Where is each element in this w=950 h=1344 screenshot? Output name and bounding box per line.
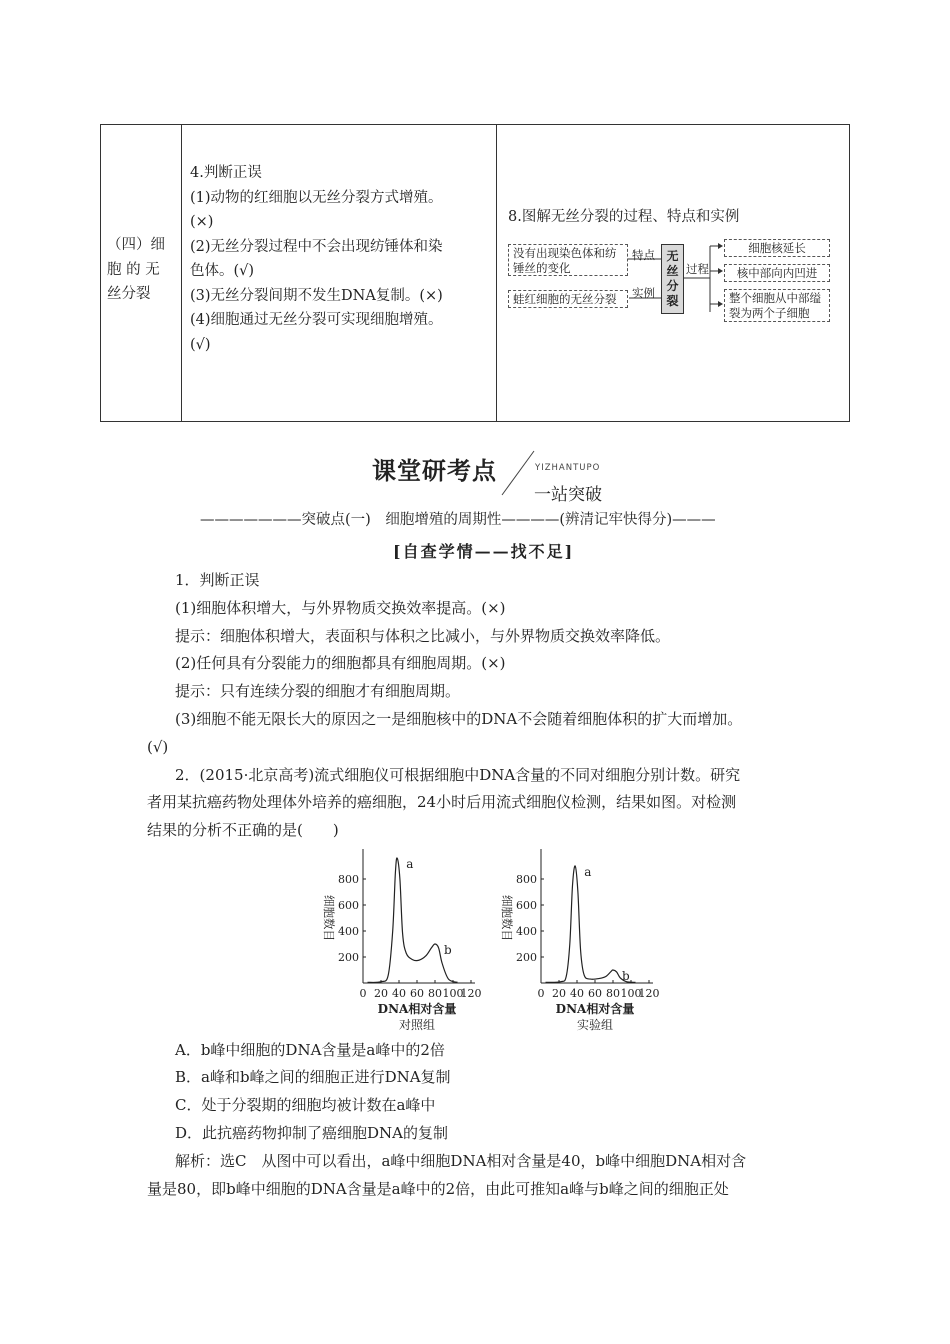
x-tick-label: 60 bbox=[410, 987, 424, 1000]
banner-subtitle: 一站突破 bbox=[534, 485, 602, 505]
list-item: 4.判断正误 bbox=[190, 165, 262, 181]
y-tick-label: 600 bbox=[516, 899, 537, 912]
y-axis-label: 细胞数目 bbox=[500, 895, 514, 941]
y-tick-label: 600 bbox=[338, 899, 359, 912]
feature-label: 特点 bbox=[632, 248, 655, 262]
step-box: 整个细胞从中部缢 裂为两个子细胞 bbox=[724, 289, 830, 322]
analysis-line: 量是80，即b峰中细胞的DNA含量是a峰中的2倍，由此可推知a峰与b峰之间的细胞正处 bbox=[147, 1180, 729, 1198]
list-item: (×) bbox=[190, 214, 214, 230]
analysis-line: 解析：选C 从图中可以看出，a峰中细胞DNA相对含量是40，b峰中细胞DNA相对含 bbox=[175, 1152, 747, 1170]
table-divider bbox=[181, 125, 182, 421]
option-d: D．此抗癌药物抑制了癌细胞DNA的复制 bbox=[175, 1124, 449, 1142]
x-tick-label: 0 bbox=[359, 987, 367, 1000]
option-c: C．处于分裂期的细胞均被计数在a峰中 bbox=[175, 1096, 436, 1114]
x-tick-label: 20 bbox=[374, 987, 388, 1000]
list-item: (4)细胞通过无丝分裂可实现细胞增殖。 bbox=[190, 312, 443, 328]
peak-label: a bbox=[406, 857, 414, 872]
chart-title: 实验组 bbox=[576, 1018, 614, 1032]
row-label: （四）细 胞 的 无 丝分裂 bbox=[107, 237, 165, 302]
x-tick-label: 40 bbox=[392, 987, 406, 1000]
q2-line: 结果的分析不正确的是( ) bbox=[147, 821, 339, 839]
example-label: 实例 bbox=[632, 286, 655, 300]
q1-line: 提示：细胞体积增大，表面积与体积之比减小，与外界物质交换效率降低。 bbox=[175, 627, 671, 645]
y-tick-label: 400 bbox=[338, 925, 359, 938]
table-divider bbox=[496, 125, 497, 421]
q1-line: (√) bbox=[147, 738, 169, 756]
process-label: 过程 bbox=[686, 262, 709, 276]
list-item: 色体。(√) bbox=[190, 263, 255, 279]
step-box: 核中部向内凹进 bbox=[724, 264, 830, 282]
series-line bbox=[368, 858, 458, 982]
y-tick-label: 200 bbox=[338, 951, 359, 964]
x-tick-label: 40 bbox=[570, 987, 584, 1000]
chart-control bbox=[305, 845, 495, 1035]
x-tick-label: 120 bbox=[638, 987, 660, 1000]
x-tick-label: 120 bbox=[460, 987, 482, 1000]
q2-line: 2．(2015·北京高考)流式细胞仪可根据细胞中DNA含量的不同对细胞分别计数。研究 bbox=[175, 766, 741, 784]
option-a: A．b峰中细胞的DNA含量是a峰中的2倍 bbox=[175, 1041, 445, 1059]
y-tick-label: 800 bbox=[516, 873, 537, 886]
list-item: (3)无丝分裂间期不发生DNA复制。(×) bbox=[190, 287, 443, 304]
x-tick-label: 60 bbox=[588, 987, 602, 1000]
list-item: (1)动物的红细胞以无丝分裂方式增殖。 bbox=[190, 189, 443, 206]
y-tick-label: 400 bbox=[516, 925, 537, 938]
list-item: (√) bbox=[190, 336, 211, 353]
y-tick-label: 200 bbox=[516, 951, 537, 964]
step-box: 细胞核延长 bbox=[724, 239, 830, 257]
x-tick-label: 100 bbox=[620, 987, 642, 1000]
banner-english: YIZHANTUPO bbox=[535, 463, 601, 473]
x-tick-label: 0 bbox=[537, 987, 545, 1000]
peak-label: b bbox=[444, 943, 452, 957]
q1-line: (2)任何具有分裂能力的细胞都具有细胞周期。(×) bbox=[175, 654, 506, 672]
q1-heading: 1．判断正误 bbox=[175, 571, 260, 589]
sub-title: [自查学情——找不足] bbox=[393, 542, 575, 561]
chart-experiment bbox=[483, 845, 673, 1035]
q1-line: (1)细胞体积增大，与外界物质交换效率提高。(×) bbox=[175, 599, 506, 617]
mitosis-box: 无 丝 分 裂 bbox=[661, 244, 684, 314]
list-item: (2)无丝分裂过程中不会出现纺锤体和染 bbox=[190, 238, 443, 255]
option-b: B．a峰和b峰之间的细胞正进行DNA复制 bbox=[175, 1068, 451, 1086]
x-axis-label: DNA相对含量 bbox=[377, 1002, 457, 1016]
q1-line: (3)细胞不能无限长大的原因之一是细胞核中的DNA不会随着细胞体积的扩大而增加。 bbox=[175, 710, 743, 728]
x-tick-label: 100 bbox=[442, 987, 464, 1000]
feature-box: 没有出现染色体和纺 锤丝的变化 bbox=[508, 244, 628, 276]
chart-title: 对照组 bbox=[398, 1018, 436, 1032]
peak-label: a bbox=[584, 865, 592, 879]
section-title: ———————突破点(一) 细胞增殖的周期性————(辨清记牢快得分)——— bbox=[200, 512, 716, 528]
x-tick-label: 20 bbox=[552, 987, 566, 1000]
banner-slash bbox=[498, 448, 538, 498]
y-tick-label: 800 bbox=[338, 873, 359, 886]
y-axis-label: 细胞数目 bbox=[322, 895, 336, 941]
x-axis-label: DNA相对含量 bbox=[555, 1002, 635, 1016]
x-tick-label: 80 bbox=[606, 987, 620, 1000]
banner-title: 课堂研考点 bbox=[372, 457, 497, 485]
diagram-title: 8.图解无丝分裂的过程、特点和实例 bbox=[508, 209, 740, 225]
q2-line: 者用某抗癌药物处理体外培养的癌细胞，24小时后用流式细胞仪检测，结果如图。对检测 bbox=[147, 793, 737, 811]
x-tick-label: 80 bbox=[428, 987, 442, 1000]
judgement-list bbox=[190, 161, 443, 357]
peak-label: b bbox=[622, 969, 630, 983]
example-box: 蛙红细胞的无丝分裂 bbox=[508, 290, 628, 308]
series-line bbox=[546, 866, 636, 982]
q1-line: 提示：只有连续分裂的细胞才有细胞周期。 bbox=[175, 682, 461, 700]
